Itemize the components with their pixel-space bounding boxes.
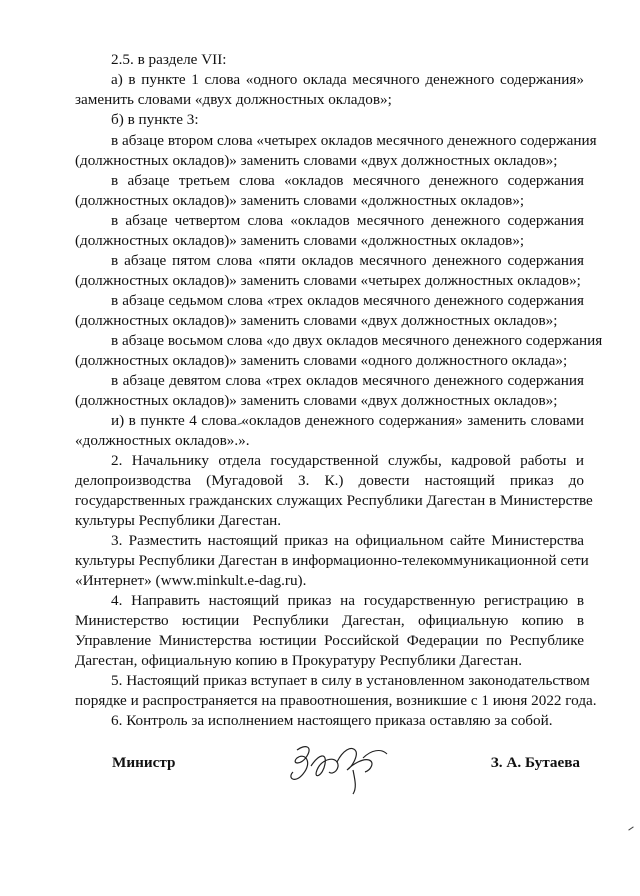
- text-line: (должностных окладов)» заменить словами «одного должностного оклада»;: [75, 352, 568, 369]
- text-line: в абзаце седьмом слова «трех окладов месячного денежного содержания: [111, 292, 584, 309]
- text-line: (должностных окладов)» заменить словами «двух должностных окладов»;: [75, 392, 558, 409]
- text-line: «Интернет» (www.minkult.e-dag.ru).: [75, 572, 307, 589]
- text-line: заменить словами «двух должностных окладов»;: [75, 91, 392, 108]
- text-line: 6. Контроль за исполнением настоящего приказа оставляю за собой.: [111, 712, 553, 729]
- text-line: в абзаце втором слова «четырех окладов месячного денежного содержания: [111, 132, 597, 149]
- text-line: (должностных окладов)» заменить словами «должностных окладов»;: [75, 232, 525, 249]
- text-line: Дагестан, официальную копию в Прокуратуру Республики Дагестан.: [75, 652, 523, 669]
- text-line: в абзаце пятом слова «пяти окладов месячного денежного содержания: [111, 252, 584, 269]
- text-line: 5. Настоящий приказ вступает в силу в установленном законодательством: [111, 672, 590, 689]
- text-line: б) в пункте 3:: [111, 111, 199, 128]
- text-line: (должностных окладов)» заменить словами «двух должностных окладов»;: [75, 152, 558, 169]
- signatory-name: З. А. Бутаева: [490, 754, 580, 771]
- text-line: культуры Республики Дагестан.: [75, 512, 282, 529]
- text-line: в абзаце четвертом слова «окладов месячного денежного содержания: [111, 212, 584, 229]
- text-line: (должностных окладов)» заменить словами «двух должностных окладов»;: [75, 312, 558, 329]
- text-line: 4. Направить настоящий приказ на государственную регистрацию в: [111, 592, 584, 609]
- text-line: «должностных окладов».».: [75, 432, 250, 449]
- signatory-title: Министр: [112, 754, 176, 771]
- handwritten-signature: [283, 736, 393, 796]
- text-line: (должностных окладов)» заменить словами «должностных окладов»;: [75, 192, 525, 209]
- text-line: 2. Начальнику отдела государственной службы, кадровой работы и: [111, 452, 584, 469]
- text-line: 3. Разместить настоящий приказ на официальном сайте Министерства: [111, 532, 584, 549]
- text-line: (должностных окладов)» заменить словами «четырех должностных окладов»;: [75, 272, 581, 289]
- text-line: в абзаце восьмом слова «до двух окладов месячного денежного содержания: [111, 332, 603, 349]
- text-line: Министерство юстиции Республики Дагестан, официальную копию в: [75, 612, 584, 629]
- text-line: государственных гражданских служащих Республики Дагестан в Министерстве: [75, 492, 593, 509]
- text-line: 2.5. в разделе VII:: [111, 51, 227, 68]
- text-line: и) в пункте 4 слова «окладов денежного содержания» заменить словами: [111, 412, 584, 429]
- text-line: в абзаце девятом слова «трех окладов месячного денежного содержания: [111, 372, 584, 389]
- text-line: а) в пункте 1 слова «одного оклада месячного денежного содержания»: [111, 71, 584, 88]
- text-line: в абзаце третьем слова «окладов месячного денежного содержания: [111, 172, 584, 189]
- text-line: Управление Министерства юстиции Российской Федерации по Республике: [75, 632, 584, 649]
- text-line: культуры Республики Дагестан в информационно-телекоммуникационной сети: [75, 552, 589, 569]
- text-line: порядке и распространяется на правоотношения, возникшие с 1 июня 2022 года.: [75, 692, 597, 709]
- text-line: делопроизводства (Мугадовой З. К.) довести настоящий приказ до: [75, 472, 584, 489]
- scan-mark: [628, 826, 633, 830]
